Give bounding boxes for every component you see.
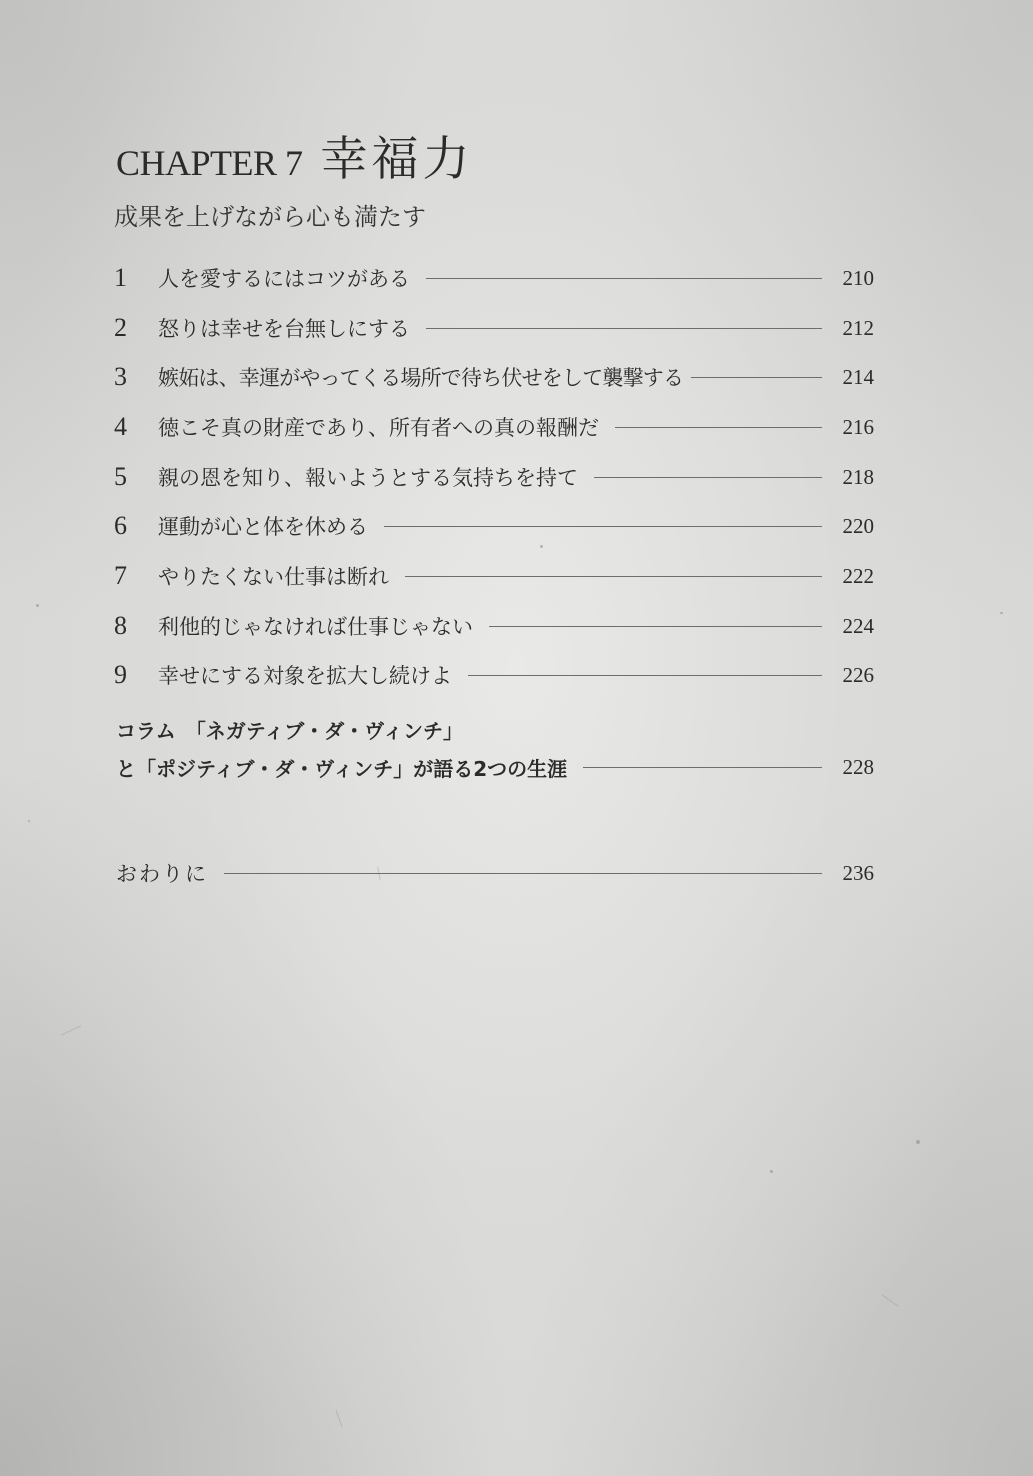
toc-entry-page: 222 [842,563,874,588]
toc-entry[interactable] [114,261,874,295]
toc-leader-line [583,767,822,768]
paper-speck [36,604,39,607]
toc-entry-number: 7 [114,561,127,590]
toc-entry[interactable] [114,311,874,345]
paper-speck [1000,612,1003,614]
toc-leader-line [405,576,822,577]
toc-entry-page: 216 [842,414,874,439]
column-title-row2 [116,748,874,786]
column-title-line1: コラム 「ネガティブ・ダ・ヴィンチ」 [116,719,463,743]
paper-speck [770,1170,773,1173]
chapter-title: 幸福力 [320,132,474,187]
toc-entry[interactable] [114,410,874,444]
toc-entry-number: 5 [114,462,127,491]
toc-entry-title: やりたくない仕事は断れ [158,565,389,589]
toc-leader-line [594,477,822,478]
toc-entry-title: 人を愛するにはコツがある [158,267,410,291]
toc-entry-page: 220 [842,513,874,538]
toc-entry-number: 9 [114,660,127,689]
toc-entry[interactable] [114,509,874,543]
toc-leader-line [384,526,822,527]
toc-entry-title: 幸せにする対象を拡大し続けよ [158,664,452,688]
closing-title: おわりに [116,862,208,886]
chapter-subtitle: 成果を上げながら心も満たす [114,203,426,231]
toc-entry-title: 怒りは幸せを台無しにする [158,317,410,341]
toc-entry-page: 214 [842,364,874,389]
toc-entry[interactable] [114,609,874,643]
toc-column-entry[interactable] [116,714,874,786]
toc-entry[interactable] [114,658,874,692]
paper-fiber [882,1294,899,1306]
column-page: 228 [842,754,874,779]
paper-speck [540,545,543,548]
toc-entry-page: 226 [842,662,874,687]
toc-entry-title: 嫉妬は、幸運がやってくる場所で待ち伏せをして襲撃する [158,366,684,390]
chapter-heading [116,122,474,189]
toc-entry[interactable] [114,460,874,494]
paper-fiber [335,1410,342,1427]
chapter-label: CHAPTER 7 [116,143,303,183]
toc-leader-line [468,675,822,676]
toc-entry-number: 1 [114,263,127,292]
toc-closing-entry[interactable] [116,856,874,890]
toc-entry[interactable] [114,360,874,394]
closing-page: 236 [842,860,874,885]
toc-entry-page: 224 [842,613,874,638]
toc-leader-line [615,427,822,428]
column-title-line2: と「ポジティブ・ダ・ヴィンチ」が語る2つの生涯 [116,756,568,781]
toc-entry-title: 運動が心と体を休める [158,515,368,539]
toc-entry-number: 6 [114,511,127,540]
toc-leader-line [691,377,822,378]
toc-entry-number: 8 [114,611,127,640]
toc-leader-line [426,278,822,279]
toc-entry-page: 218 [842,464,874,489]
toc-entry-page: 210 [842,265,874,290]
paper-fiber [61,1025,81,1035]
toc-leader-line [426,328,822,329]
toc-entry-number: 2 [114,313,127,342]
toc-leader-line [489,626,822,627]
toc-entry-title: 親の恩を知り、報いようとする気持ちを持て [158,466,578,490]
toc-entry-number: 4 [114,412,127,441]
toc-entry-page: 212 [842,315,874,340]
toc-entry-title: 利他的じゃなければ仕事じゃない [158,615,473,639]
toc-entry-title: 徳こそ真の財産であり、所有者への真の報酬だ [158,416,599,440]
paper-speck [916,1140,920,1144]
toc-entry[interactable] [114,559,874,593]
paper-speck [28,820,30,822]
toc-leader-line [224,873,822,874]
toc-entry-number: 3 [114,362,127,391]
